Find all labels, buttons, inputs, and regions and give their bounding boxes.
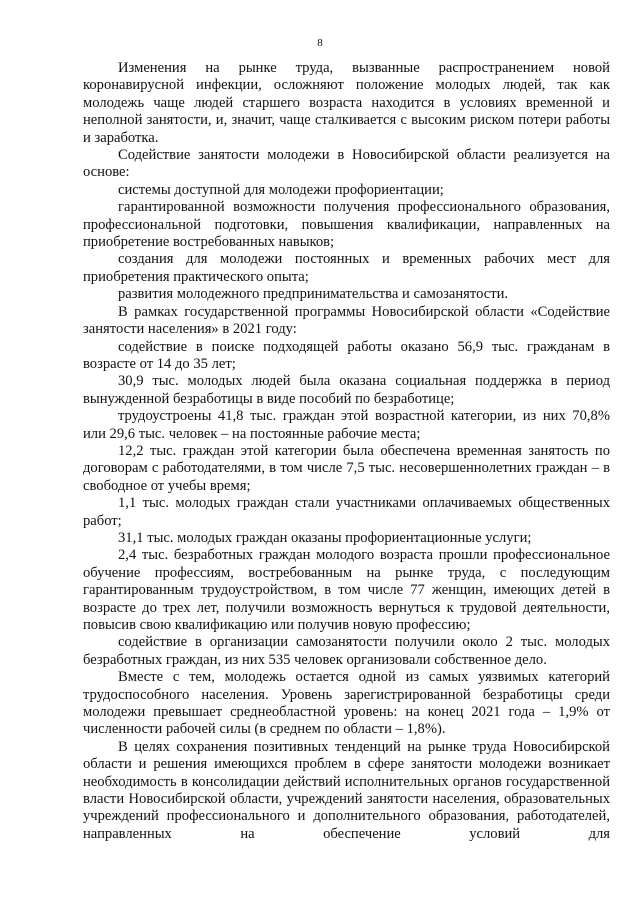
paragraph: Изменения на рынке труда, вызванные распространением новой коронавирусной инфекции, осложняют положение молодых людей, так как молодежь чаще людей старшего возраста находится в условиях временной и неполной занятости, и, значит, чаще сталкивается с высоким риском потери работы и заработка. — [83, 60, 610, 146]
document-body — [83, 60, 610, 843]
list-item: 1,1 тыс. молодых граждан стали участниками оплачиваемых общественных работ; — [83, 495, 610, 529]
list-item: 12,2 тыс. граждан этой категории была обеспечена временная занятость по договорам с работодателями, в том числе 7,5 тыс. несовершеннолетних граждан – в свободное от учебы время; — [83, 442, 610, 494]
paragraph: В рамках государственной программы Новосибирской области «Содействие занятости населения» в 2021 году: — [83, 303, 610, 338]
list-item: гарантированной возможности получения профессионального образования, профессиональной подготовки, повышения квалификации, направленных на приобретение востребованных навыков; — [83, 199, 610, 251]
page-number: 8 — [317, 37, 323, 49]
list-item: системы доступной для молодежи профориентации; — [118, 181, 444, 198]
list-item: 31,1 тыс. молодых граждан оказаны профориентационные услуги; — [118, 529, 532, 546]
list-item: 30,9 тыс. молодых людей была оказана социальная поддержка в период вынужденной безработицы в виде пособий по безработице; — [83, 373, 610, 407]
list-item: содействие в поиске подходящей работы оказано 56,9 тыс. гражданам в возрасте от 14 до 35 лет; — [83, 338, 610, 372]
list-item: содействие в организации самозанятости получили около 2 тыс. молодых безработных граждан, из них 535 человек организовали собственное дело. — [83, 634, 610, 668]
list-item: трудоустроены 41,8 тыс. граждан этой возрастной категории, из них 70,8% или 29,6 тыс. человек – на постоянные рабочие места; — [83, 408, 610, 442]
list-item: создания для молодежи постоянных и временных рабочих мест для приобретения практического опыта; — [83, 251, 610, 285]
paragraph: В целях сохранения позитивных тенденций на рынке труда Новосибирской области и решения имеющихся проблем в сфере занятости молодежи возникает необходимость в консолидации действий исполнительных органов государственной власти Новосибирской области, учреждений занятости населения, образовательных учреждений профессионального и дополнительного образования, работодателей, направленных на обеспечение условий для — [83, 738, 610, 842]
list-item: развития молодежного предпринимательства и самозанятости. — [118, 286, 509, 303]
paragraph: Содействие занятости молодежи в Новосибирской области реализуется на основе: — [83, 147, 610, 181]
list-item: 2,4 тыс. безработных граждан молодого возраста прошли профессиональное обучение профессиям, востребованным на рынке труда, с последующим гарантированным трудоустройством, в том числе 77 женщин, имеющих детей в возрасте до трех лет, получили возможность вернуться к трудовой деятельности, повысив свою квалификацию или получив новую профессию; — [83, 547, 610, 633]
paragraph: Вместе с тем, молодежь остается одной из самых уязвимых категорий трудоспособного населения. Уровень зарегистрированной безработицы среди молодежи превышает среднеобластной уровень: на конец 2021 года – 1,9% от численности рабочей силы (в среднем по области – 1,8%). — [83, 669, 610, 738]
